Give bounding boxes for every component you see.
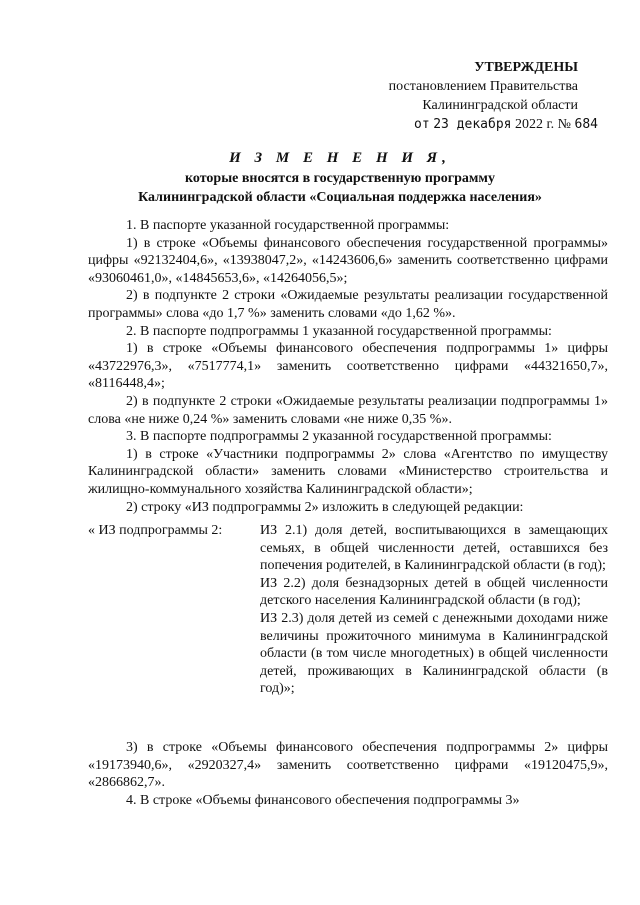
insert-block [88,522,608,733]
heading-title: И З М Е Н Е Н И Я, [229,150,451,166]
approval-date-line [330,115,600,134]
heading-subtitle-1: которые вносятся в государственную программу [185,171,495,186]
approval-stamp [330,58,600,134]
paragraph-3: 3. В паспорте подпрограммы 2 указанной государственной программы: [126,429,552,445]
approval-number: 684 [574,117,598,132]
date-prefix: от [414,117,430,132]
document-body [88,217,608,809]
after-insert [88,739,608,809]
approval-year: 2022 г. [514,117,555,132]
insert-label: « ИЗ подпрограммы 2: [88,523,223,539]
insert-item: ИЗ 2.3) доля детей из семей с денежными доходами ниже величины прожиточного минимума в Калининградской области (в том числе многодетных) в общей численности детей, проживающих в Калининградской области (в год)»; [260,611,608,697]
insert-items [260,522,608,698]
paragraph-1-2: 2) в подпункте 2 строки «Ожидаемые результаты реализации государственной программы» слова «до 1,7 %» заменить словами «до 1,62 %». [88,288,608,321]
number-prefix: № [557,117,572,132]
insert-item: ИЗ 2.2) доля безнадзорных детей в общей численности детского населения Калининградской области (в год); [260,575,608,609]
paragraph-1: 1. В паспорте указанной государственной программы: [126,218,450,233]
paragraph-4: 4. В строке «Объемы финансового обеспечения подпрограммы 3» [126,792,520,808]
handwritten-date: 23 декабря [433,117,512,132]
paragraph-2-1: 1) в строке «Объемы финансового обеспечения подпрограммы 1» цифры «43722976,3», «7517774,1» заменить соответственно цифрами «44321650,7», «8116448,4»; [88,341,608,392]
paragraph-3-1: 1) в строке «Участники подпрограммы 2» слова «Агентство по имуществу Калининградской области» заменить словами «Министерство строительства и жилищно-коммунального хозяйства Калининградской области»; [88,446,608,497]
paragraph-2: 2. В паспорте подпрограммы 1 указанной государственной программы: [126,323,552,339]
insert-item: ИЗ 2.1) доля детей, воспитывающихся в замещающих семьях, в общей численности детей, оставшихся без попечения родителей, в Калининградской области (в год); [260,523,608,574]
heading-subtitle-2: Калининградской области «Социальная поддержка населения» [138,190,542,205]
paragraph-2-2: 2) в подпункте 2 строки «Ожидаемые результаты реализации подпрограммы 1» слова «не ниже 0,24 %» заменить словами «не ниже 0,35 %». [88,393,608,427]
paragraph-1-1: 1) в строке «Объемы финансового обеспечения государственной программы» цифры «92132404,6», «13938047,2», «14243606,6» заменить соответственно цифрами «93060461,0», «14845653,6», «14264056,5»; [88,235,608,286]
approval-title: УТВЕРЖДЕНЫ [474,60,578,75]
approval-line-2: Калининградской области [422,98,578,113]
approval-line-1: постановлением Правительства [388,79,578,94]
paragraph-3-3: 3) в строке «Объемы финансового обеспечения подпрограммы 2» цифры «19173940,6», «2920327,4» заменить соответственно цифрами «19120475,9», «2866862,7». [88,740,608,791]
paragraph-3-2: 2) строку «ИЗ подпрограммы 2» изложить в следующей редакции: [126,499,524,515]
document-heading [90,147,590,207]
